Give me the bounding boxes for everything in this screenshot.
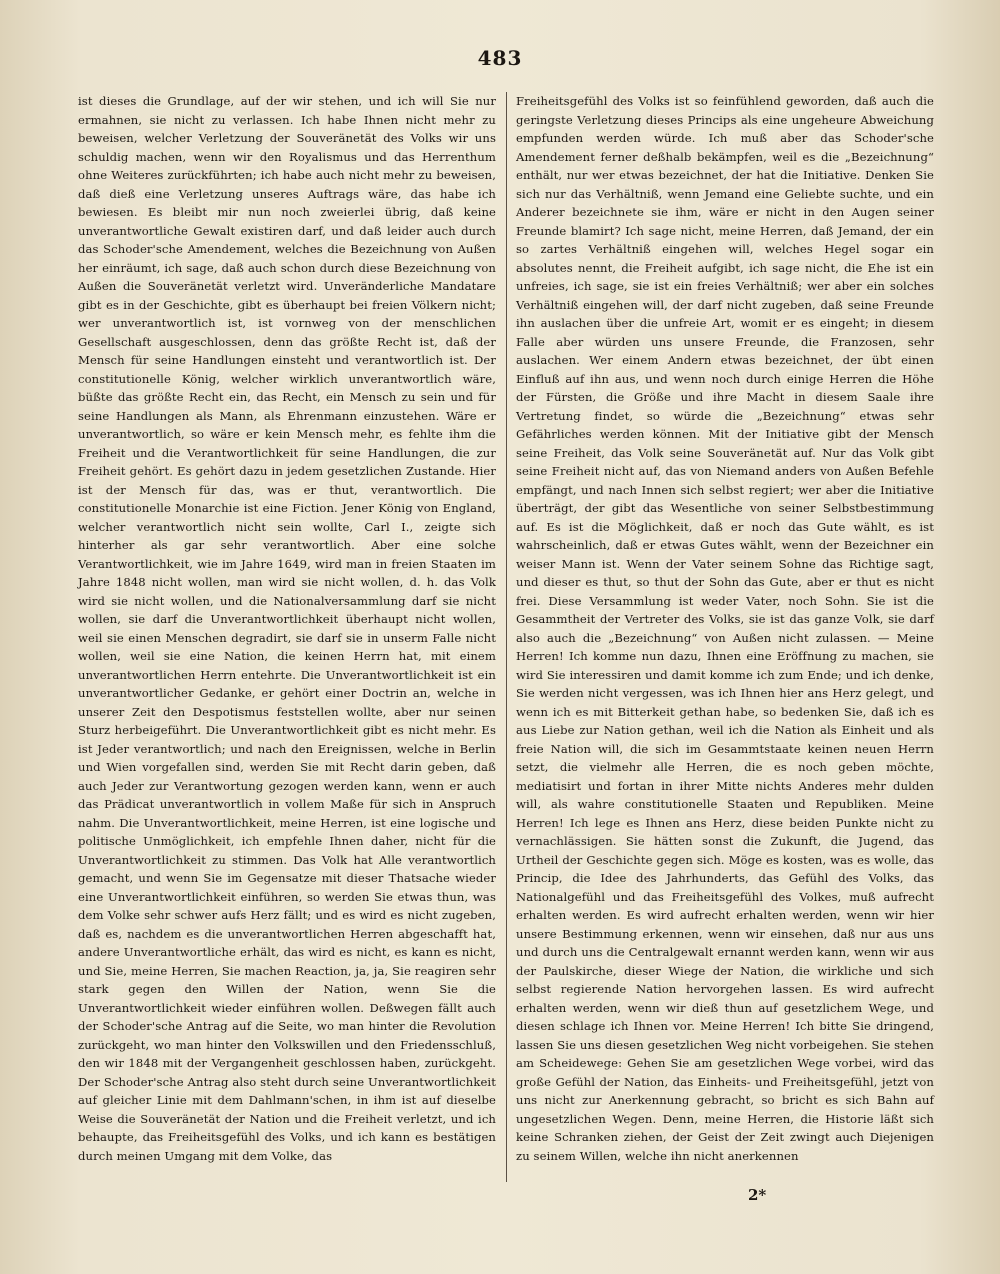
right-column <box>516 92 934 1165</box>
page-number: 483 <box>477 46 523 70</box>
right-column-text: Freiheitsgefühl des Volks ist so feinfühlend geworden, daß auch die geringste Verletzung dieses Princips als eine ungeheure Abweichung empfunden werden würde. Ich muß aber das Schoder'sche Amendement ferner deßhalb bekämpfen, weil es die „Bezeichnung“ enthält, nur wer etwas bezeichnet, der hat die Initiative. Denken Sie sich nur das Verhältniß, wenn Jemand eine Geliebte suchte, und ein Anderer bezeichnete sie ihm, wäre er nicht in den Augen seiner Freunde blamirt? Ich sage nicht, meine Herren, daß Jemand, der ein so zartes Verhältniß eingehen will, welches Hegel sogar ein absolutes nennt, die Freiheit aufgibt, ich sage nicht, die Ehe ist ein unfreies, ich sage, sie ist ein freies Verhältniß; wer aber ein solches Verhältniß eingehen will, der darf nicht zugeben, daß seine Freunde ihn auslachen über die unfreie Art, womit er es eingeht; in diesem Falle aber würden uns unsere Freunde, die Franzosen, sehr auslachen. Wer einem Andern etwas bezeichnet, der übt einen Einfluß auf ihn aus, und wenn noch durch einige Herren die Höhe der Fürsten, die Größe und ihre Macht in diesem Saale ihre Vertretung findet, so würde die „Bezeichnung“ etwas sehr Gefährliches werden können. Mit der Initiative gibt der Mensch seine Freiheit, das Volk seine Souveränetät auf. Nur das Volk gibt seine Freiheit nicht auf, das von Niemand anders von Außen Befehle empfängt, und nach Innen sich selbst regiert; wer aber die Initiative überträgt, der gibt das Wesentliche von seiner Selbstbestimmung auf. Es ist die Möglichkeit, daß er noch das Gute wählt, es ist wahrscheinlich, daß er etwas Gutes wählt, wenn der Bezeichner ein weiser Mann ist. Wenn der Vater seinem Sohne das Richtige sagt, und dieser es thut, so thut der Sohn das Gute, aber er thut es nicht frei. Diese Versammlung ist weder Vater, noch Sohn. Sie ist die Gesammtheit der Vertreter des Volks, sie ist das ganze Volk, sie darf also auch die „Bezeichnung“ von Außen nicht zulassen. — Meine Herren! Ich komme nun dazu, Ihnen eine Eröffnung zu machen, sie wird Sie interessiren und damit komme ich zum Ende; und ich denke, Sie werden nicht vergessen, was ich Ihnen hier ans Herz gelegt, und wenn ich es mit Bitterkeit gethan habe, so bedenken Sie, daß ich es aus Liebe zur Nation gethan, weil ich die Nation als Einheit und als freie Nation will, die sich im Gesammtstaate keinen neuen Herrn setzt, die vielmehr alle Herren, die es noch geben möchte, mediatisirt und fortan in ihrer Mitte nichts Anderes mehr dulden will, als wahre constitutionelle Staaten und Republiken. Meine Herren! Ich lege es Ihnen ans Herz, diese beiden Punkte nicht zu vernachlässigen. Sie hätten sonst die Zukunft, die Jugend, das Urtheil der Geschichte gegen sich. Möge es kosten, was es wolle, das Princip, die Idee des Jahrhunderts, das Gefühl des Volks, das Nationalgefühl und das Freiheitsgefühl des Volkes, muß aufrecht erhalten werden. Es wird aufrecht erhalten werden, wenn wir hier unsere Bestimmung erkennen, wenn wir einsehen, daß nur aus uns und durch uns die Centralgewalt ernannt werden kann, wenn wir aus der Paulskirche, dieser Wiege der Nation, die wirkliche und sich selbst regierende Nation hervorgehen lassen. Es wird aufrecht erhalten werden, wenn wir dieß thun auf gesetzlichem Wege, und diesen schlage ich Ihnen vor. Meine Herren! Ich bitte Sie dringend, lassen Sie uns diesen gesetzlichen Weg nicht vorbeigehen. Sie stehen am Scheidewege: Gehen Sie am gesetzlichen Wege vorbei, wird das große Gefühl der Nation, das Einheits- und Freiheitsgefühl, jetzt von uns nicht zur Anerkennung gebracht, so bricht es sich Bahn auf ungesetzlichen Wegen. Denn, meine Herren, die Historie läßt sich keine Schranken ziehen, der Geist der Zeit zwingt auch Diejenigen zu seinem Willen, welche ihn nicht anerkennen <box>516 94 934 1163</box>
signature-mark: 2* <box>748 1186 767 1204</box>
column-divider <box>506 92 507 1182</box>
left-column-text: ist dieses die Grundlage, auf der wir stehen, und ich will Sie nur ermahnen, sie nicht zu verlassen. Ich habe Ihnen nicht mehr zu beweisen, welcher Verletzung der Souveränetät des Volks wir uns schuldig machen, wenn wir den Royalismus und das Herrenthum ohne Weiteres zurückführten; ich habe auch nicht mehr zu beweisen, daß dieß eine Verletzung unseres Auftrags wäre, das habe ich bewiesen. Es bleibt mir nun noch zweierlei übrig, daß keine unverantwortliche Gewalt existiren darf, und daß leider auch durch das Schoder'sche Amendement, welches die Bezeichnung von Außen her einräumt, ich sage, daß auch schon durch diese Bezeichnung von Außen die Souveränetät verletzt wird. Unveränderliche Mandatare gibt es in der Geschichte, gibt es überhaupt bei freien Völkern nicht; wer unverantwortlich ist, ist vornweg von der menschlichen Gesellschaft ausgeschlossen, denn das größte Recht ist, daß der Mensch für seine Handlungen einsteht und verantwortlich ist. Der constitutionelle König, welcher wirklich unverantwortlich wäre, büßte das größte Recht ein, das Recht, ein Mensch zu sein und für seine Handlungen als Mann, als Ehrenmann einzustehen. Wäre er unverantwortlich, so wäre er kein Mensch mehr, es fehlte ihm die Freiheit und die Verantwortlichkeit für seine Handlungen, die zur Freiheit gehört. Es gehört dazu in jedem gesetzlichen Zustande. Hier ist der Mensch für das, was er thut, verantwortlich. Die constitutionelle Monarchie ist eine Fiction. Jener König von England, welcher verantwortlich nicht sein wollte, Carl I., zeigte sich hinterher als gar sehr verantwortlich. Aber eine solche Verantwortlichkeit, wie im Jahre 1649, wird man in freien Staaten im Jahre 1848 nicht wollen, man wird sie nicht wollen, d. h. das Volk wird sie nicht wollen, und die Nationalversammlung darf sie nicht wollen, sie darf die Unverantwortlichkeit überhaupt nicht wollen, weil sie einen Menschen degradirt, sie darf sie in unserm Falle nicht wollen, weil sie eine Nation, die keinen Herrn hat, mit einem unverantwortlichen Herrn entehrte. Die Unverantwortlichkeit ist ein unverantwortlicher Gedanke, er gehört einer Doctrin an, welche in unserer Zeit den Despotismus feststellen wollte, aber nur seinen Sturz herbeigeführt. Die Unverantwortlichkeit gibt es nicht mehr. Es ist Jeder verantwortlich; und nach den Ereignissen, welche in Berlin und Wien vorgefallen sind, werden Sie mit Recht darin geben, daß auch Jeder zur Verantwortung gezogen werden kann, wenn er auch das Prädicat unverantwortlich in vollem Maße für sich in Anspruch nahm. Die Unverantwortlichkeit, meine Herren, ist eine logische und politische Unmöglichkeit, ich empfehle Ihnen daher, nicht für die Unverantwortlichkeit zu stimmen. Das Volk hat Alle verantwortlich gemacht, und wenn Sie im Gegensatze mit dieser Thatsache wieder eine Unverantwortlichkeit einführen, so werden Sie etwas thun, was dem Volke sehr schwer aufs Herz fällt; und es wird es nicht zugeben, daß es, nachdem es die unverantwortlichen Herren abgeschafft hat, andere Unverantwortliche erhält, das wird es nicht, es kann es nicht, und Sie, meine Herren, Sie machen Reaction, ja, ja, Sie reagiren sehr stark gegen den Willen der Nation, wenn Sie die Unverantwortlichkeit wieder einführen wollen. Deßwegen fällt auch der Schoder'sche Antrag auf die Seite, wo man hinter die Revolution zurückgeht, wo man hinter den Volkswillen und den Friedensschluß, den wir 1848 mit der Vergangenheit geschlossen haben, zurückgeht. Der Schoder'sche Antrag also steht durch seine Unverantwortlichkeit auf gleicher Linie mit dem Dahlmann'schen, in ihm ist auf dieselbe Weise die Souveränetät der Nation und die Freiheit verletzt, und ich behaupte, das Freiheitsgefühl des Volks, und ich kann es bestätigen durch meinen Umgang mit dem Volke, das <box>78 94 496 1163</box>
left-column <box>78 92 496 1165</box>
